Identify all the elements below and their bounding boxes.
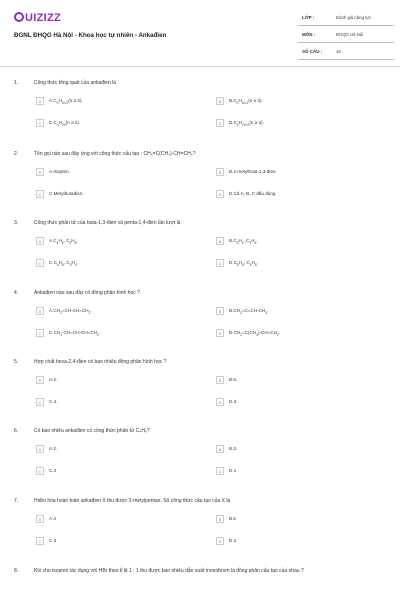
option-letter-box: D <box>216 119 224 127</box>
option-letter-box: B <box>216 168 224 176</box>
option-text: $C.C_nH_{2n}(n \ge 2)$. <box>49 120 81 127</box>
question-number: 7. <box>14 498 19 504</box>
question-number: 6. <box>14 428 19 434</box>
option-text: A.Isopren. <box>49 169 70 174</box>
question-number: 4. <box>14 290 19 296</box>
question-text: Tên gọi nào sau đây ứng với công thức cấu tạo : CH₂=C(CH₃)-CH=CH₂? <box>34 151 196 157</box>
option-text: $B.CH_2=C=CH-CH_3$. <box>229 308 269 315</box>
option-text: C.4. <box>49 399 58 404</box>
option-letter-box: D <box>216 190 224 198</box>
question-number: 1. <box>14 80 19 86</box>
header-divider <box>0 66 400 67</box>
option-letter-box: B <box>216 445 224 453</box>
meta-row-count <box>298 48 394 60</box>
question-text: Công thức tổng quát của ankađien là <box>34 80 117 86</box>
option-letter-box: A <box>36 97 44 105</box>
meta-row-subject <box>298 31 394 43</box>
option-text: D.Cả A, B, C đều đúng <box>229 191 276 196</box>
worksheet-header <box>0 0 400 62</box>
option-text: D.1 <box>229 468 237 473</box>
question-number: 8. <box>14 568 19 574</box>
meta-row-class <box>298 14 394 26</box>
option-letter-box: B <box>216 376 224 384</box>
option-letter-box: C <box>36 467 44 475</box>
option-text: $A.C_nH_{2n-2}(n \ge 2)$. <box>49 98 83 105</box>
meta-value: ĐHQG Hà Nội <box>336 32 364 37</box>
question-text: Hiđro hóa hoàn toàn ankađien X thu được 2-metylpentan. Số công thức cấu tạo của X là <box>34 498 231 504</box>
option-letter-box: D <box>216 467 224 475</box>
option-letter-box: A <box>36 515 44 523</box>
option-letter-box: C <box>36 537 44 545</box>
quizizz-logo: UIZIZZ <box>14 12 61 24</box>
option-letter-box: C <box>36 329 44 337</box>
meta-label: LỚP : <box>302 15 315 20</box>
option-letter-box: C <box>36 119 44 127</box>
option-letter-box: A <box>36 237 44 245</box>
meta-value: Đánh giá năng lực <box>336 15 372 20</box>
document-title: ĐGNL ĐHQG Hà Nội - Khoa học tự nhiên - Ankađien <box>14 32 167 39</box>
option-letter-box: A <box>36 445 44 453</box>
option-letter-box: C <box>36 398 44 406</box>
meta-value: 16 <box>336 49 341 54</box>
question-text: Công thức phân tử của buta-1,3-đien và penta-1,4-đien lần lượt là <box>34 220 181 226</box>
option-text: $B.C_3H_4$, $C_4H_6$. <box>229 238 258 245</box>
question-text: Có bao nhiêu ankađien có công thức phân tử C₄H₆? <box>34 428 150 434</box>
question-number: 2. <box>14 151 19 157</box>
option-letter-box: C <box>36 259 44 267</box>
option-letter-box: B <box>216 307 224 315</box>
option-text: $D.CH_2=C(CH_3)-CH=CH_2$. <box>229 330 281 337</box>
option-letter-box: D <box>216 537 224 545</box>
meta-label: MÔN : <box>302 32 316 37</box>
option-letter-box: B <box>216 97 224 105</box>
question-number: 5. <box>14 359 19 365</box>
option-text: C.4 <box>49 468 57 473</box>
logo-q-icon <box>14 12 24 22</box>
question-text: Ankađien nào sau đây có đồng phân hình học ? <box>34 290 140 296</box>
option-text: B.2-metylbuta-1,3-đien. <box>229 169 277 174</box>
option-text: $B.C_nH_{2n-2}(n \ge 3)$. <box>229 98 263 105</box>
question-text: Hợp chất hexa-2,4-đien có bao nhiêu đồng phân hình học ? <box>34 359 167 365</box>
option-letter-box: D <box>216 398 224 406</box>
option-text: B.3. <box>229 446 238 451</box>
option-letter-box: C <box>36 190 44 198</box>
option-text: D.2 <box>229 538 237 543</box>
option-letter-box: D <box>216 259 224 267</box>
option-letter-box: B <box>216 515 224 523</box>
option-letter-box: D <box>216 329 224 337</box>
option-letter-box: A <box>36 168 44 176</box>
option-text: D.3. <box>229 399 238 404</box>
option-text: $D.C_nH_{2n+2}(n \ge 2)$. <box>229 120 264 127</box>
meta-label: SỐ CÂU : <box>302 49 323 54</box>
option-text: $A.CH_2=CH-CH=CH_2$. <box>49 308 92 315</box>
option-text: B.5 <box>229 516 236 521</box>
option-text: $C.C_4H_6$, $C_5H_4$. <box>49 260 78 267</box>
option-letter-box: A <box>36 376 44 384</box>
option-text: $A.C_4H_6$, $C_5H_8$. <box>49 238 78 245</box>
option-text: A.4 <box>49 516 56 521</box>
option-letter-box: A <box>36 307 44 315</box>
option-text: A.2. <box>49 377 58 382</box>
option-text: C.3 <box>49 538 57 543</box>
option-text: A.2. <box>49 446 58 451</box>
option-text: $D.C_5H_8$, $C_4H_6$. <box>229 260 258 267</box>
option-text: $C.CH_3-CH=CH-CH=CH_2$. <box>49 330 101 337</box>
meta-panel <box>298 14 394 65</box>
question-number: 3. <box>14 220 19 226</box>
question-text: Khi cho isopren tác dụng với HBr theo tỉ lệ 1 : 1 thu được bao nhiêu dẫn xuất monobrom là đồng phân cấu tạo của nhau ? <box>34 568 304 574</box>
option-text: C.Metylbutađien. <box>49 191 84 196</box>
option-text: B.5. <box>229 377 238 382</box>
option-letter-box: B <box>216 237 224 245</box>
